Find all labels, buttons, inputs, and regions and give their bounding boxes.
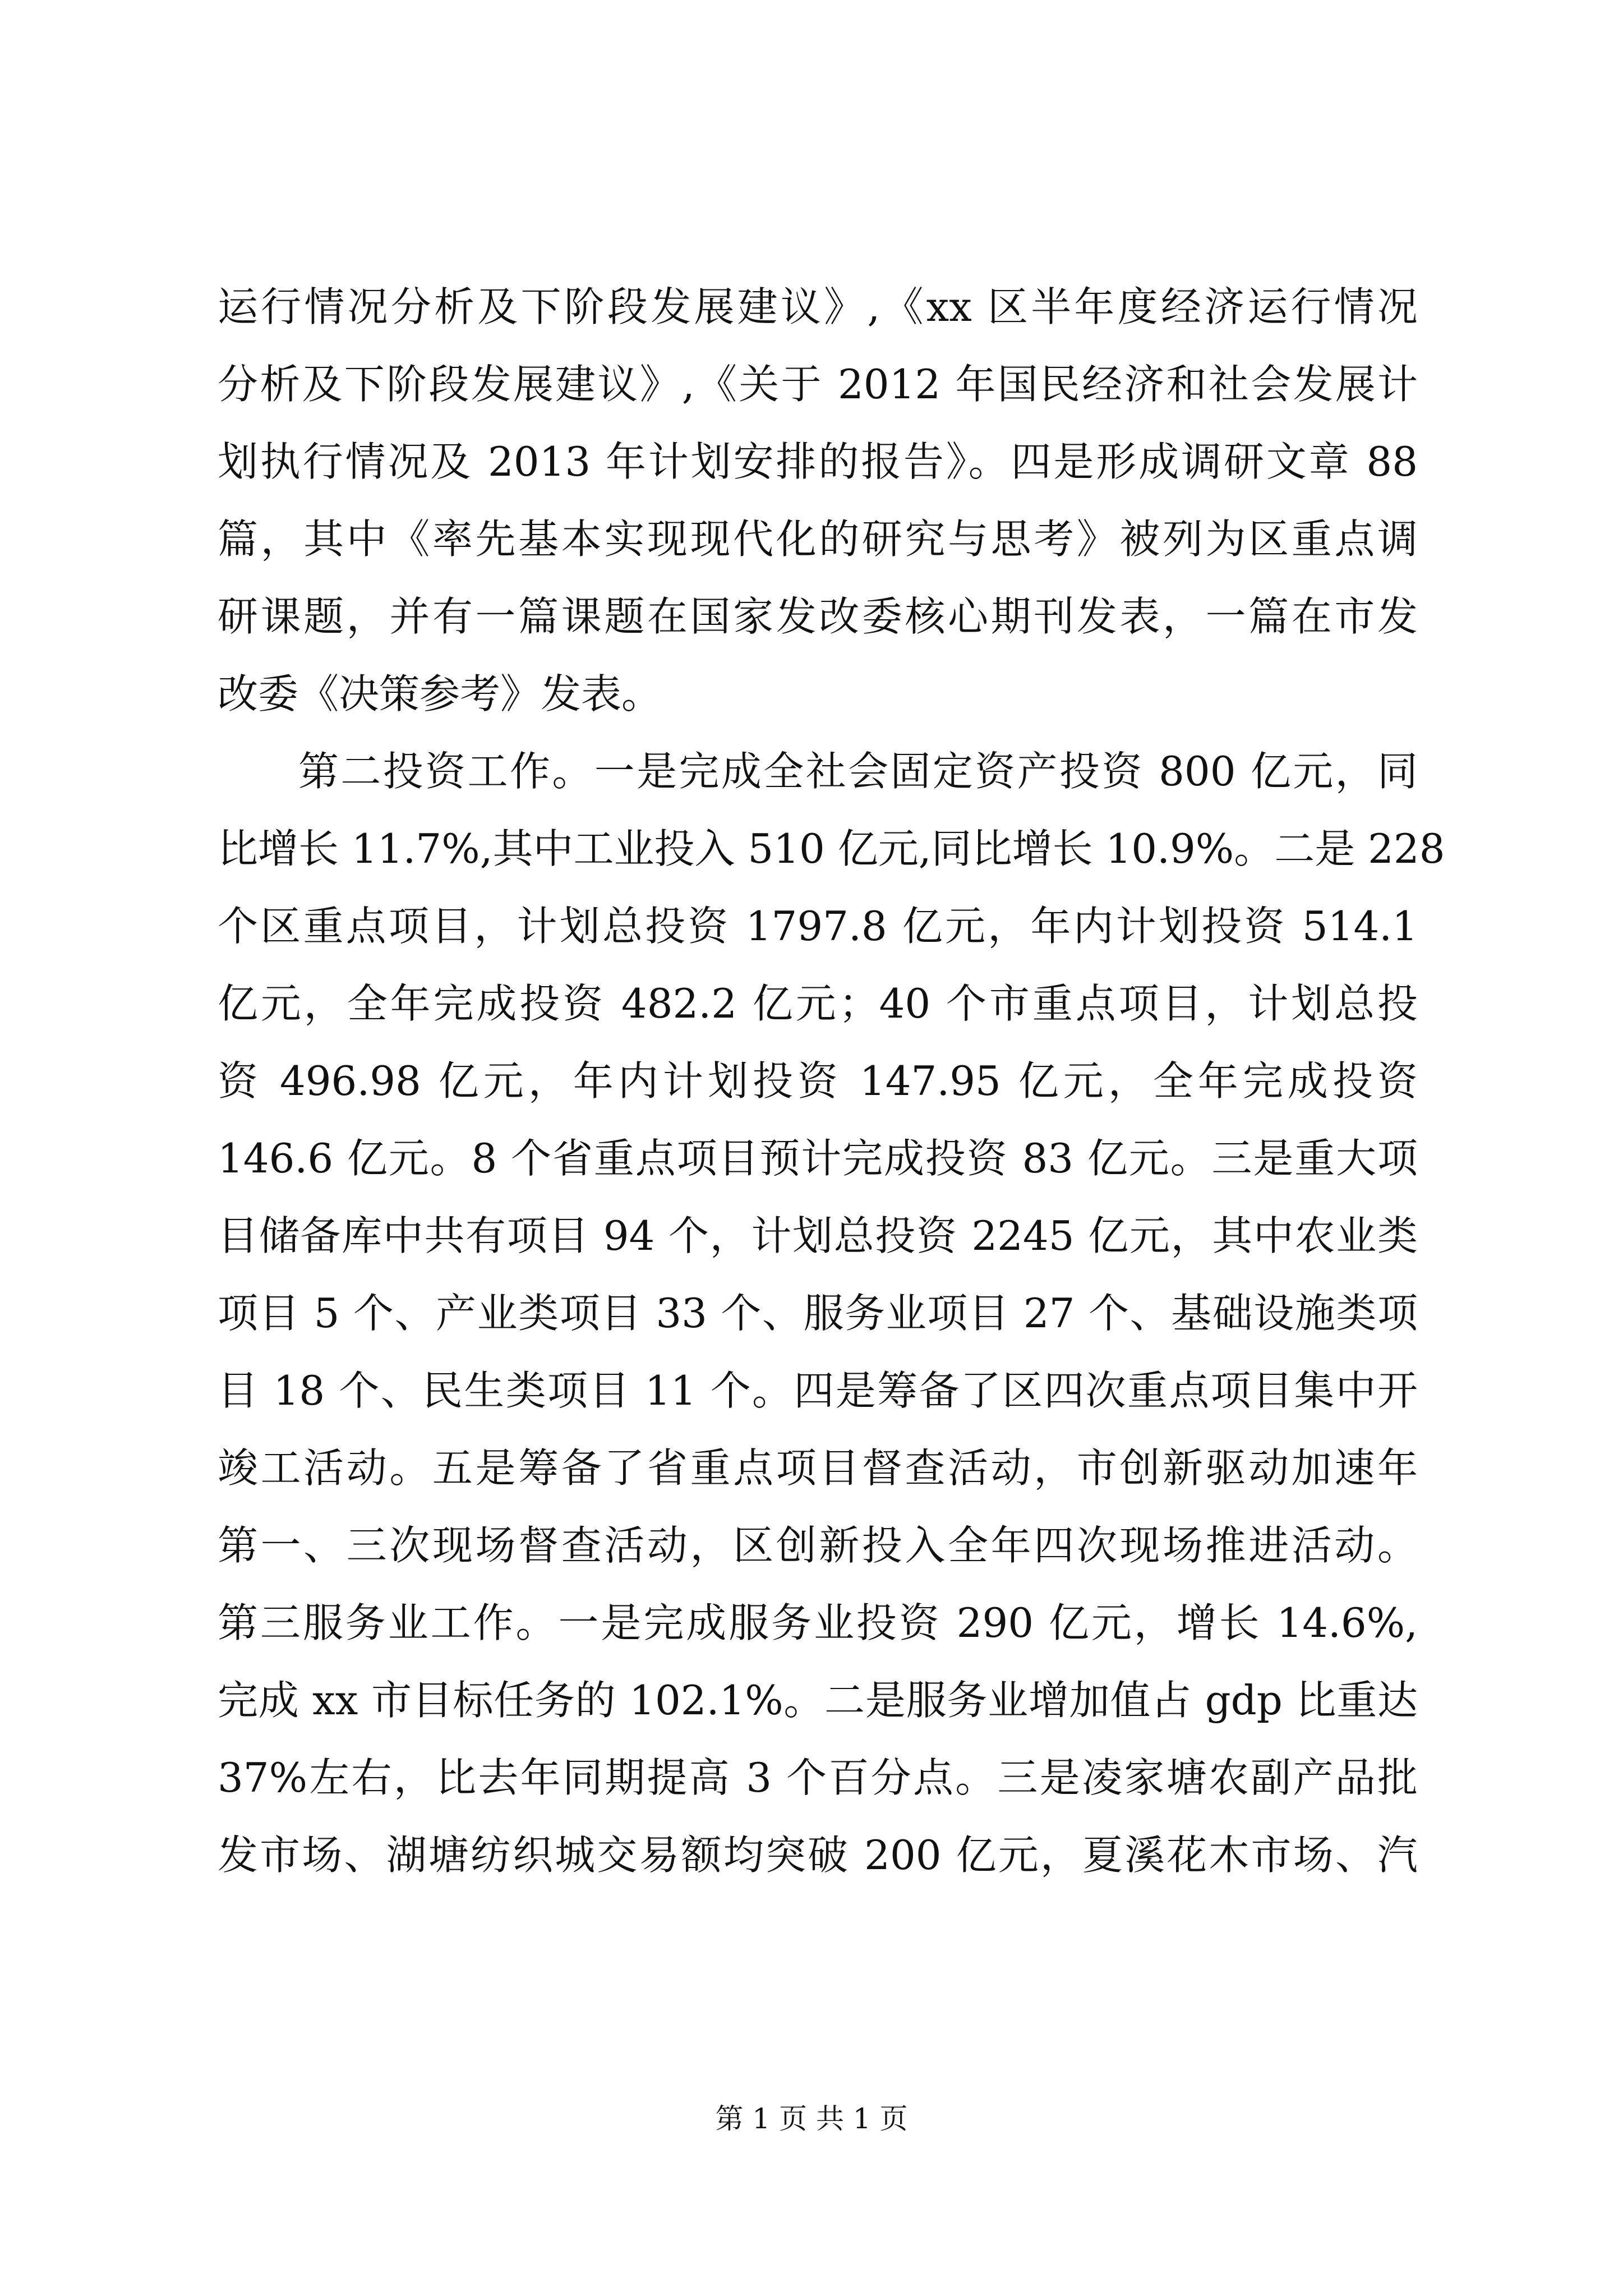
text-line: 个区重点项目，计划总投资 1797.8 亿元，年内计划投资 514.1 [218, 903, 1418, 950]
text-line: 篇，其中《率先基本实现现代化的研究与思考》被列为区重点调 [218, 516, 1418, 563]
text-line: 运行情况分析及下阶段发展建议》,《xx 区半年度经济运行情况 [218, 283, 1418, 330]
text-line: 资 496.98 亿元，年内计划投资 147.95 亿元，全年完成投资 [218, 1057, 1418, 1105]
body-text [218, 268, 1445, 1894]
text-line: 分析及下阶段发展建议》,《关于 2012 年国民经济和社会发展计 [218, 361, 1418, 408]
text-line: 第一、三次现场督查活动，区创新投入全年四次现场推进活动。 [218, 1522, 1418, 1569]
text-line: 项目 5 个、产业类项目 33 个、服务业项目 27 个、基础设施类项 [218, 1290, 1418, 1337]
text-line: 竣工活动。五是筹备了省重点项目督查活动，市创新驱动加速年 [218, 1444, 1418, 1492]
text-line: 发市场、湖塘纺织城交易额均突破 200 亿元，夏溪花木市场、汽 [218, 1832, 1418, 1879]
text-line: 比增长 11.7%,其中工业投入 510 亿元,同比增长 10.9%。二是 228 [218, 825, 1445, 872]
text-line: 37%左右，比去年同期提高 3 个百分点。三是凌家塘农副产品批 [218, 1754, 1418, 1801]
text-line: 亿元，全年完成投资 482.2 亿元；40 个市重点项目，计划总投 [218, 980, 1418, 1027]
page-footer: 第 1 页 共 1 页 [715, 2102, 908, 2135]
text-line: 目储备库中共有项目 94 个，计划总投资 2245 亿元，其中农业类 [218, 1212, 1418, 1259]
text-line: 划执行情况及 2013 年计划安排的报告》。四是形成调研文章 88 [218, 438, 1418, 485]
text-line: 改委《决策参考》发表。 [218, 670, 662, 717]
text-line: 完成 xx 市目标任务的 102.1%。二是服务业增加值占 gdp 比重达 [218, 1677, 1418, 1724]
text-line: 研课题，并有一篇课题在国家发改委核心期刊发表，一篇在市发 [218, 593, 1418, 640]
text-line: 第二投资工作。一是完成全社会固定资产投资 800 亿元，同 [298, 748, 1418, 795]
text-line: 目 18 个、民生类项目 11 个。四是筹备了区四次重点项目集中开 [218, 1367, 1418, 1414]
text-line: 146.6 亿元。8 个省重点项目预计完成投资 83 亿元。三是重大项 [218, 1135, 1418, 1182]
text-line: 第三服务业工作。一是完成服务业投资 290 亿元，增长 14.6%, [218, 1599, 1418, 1646]
